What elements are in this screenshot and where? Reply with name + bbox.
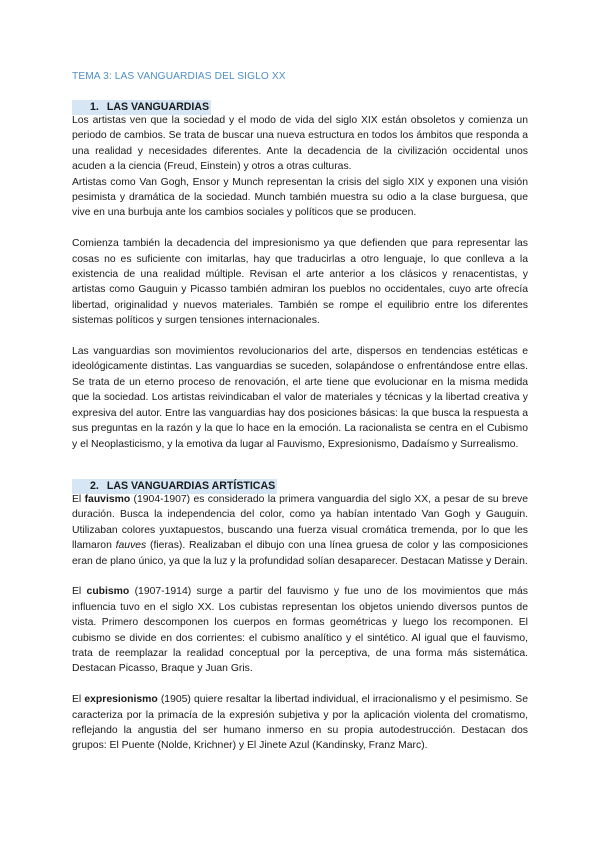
- fauves-term: fauves: [115, 540, 147, 552]
- section-2-number: 2.: [90, 479, 99, 492]
- section-2-heading-row: [72, 477, 528, 492]
- cubismo-term: cubismo: [86, 586, 130, 598]
- cubismo-prefix: El: [72, 586, 87, 598]
- fauvismo-prefix: El: [72, 493, 85, 505]
- fauvismo-text-b: (fieras). Realizaban el dibujo con una línea gruesa de color y las composiciones eran de plano único, ya que la luz y la profundidad solían desaparecer. Destacan Matisse y Derain.: [72, 540, 528, 567]
- section-1-paragraph-2: Artistas como Van Gogh, Ensor y Munch representan la crisis del siglo XIX y exponen una visión pesimista y dramática de la sociedad. Munch también muestra su odio a la clase burguesa, que vive en una burbuja ante los cambios sociales y políticos que se producen.: [72, 176, 528, 219]
- section-2-title: LAS VANGUARDIAS ARTÍSTICAS: [106, 479, 276, 492]
- section-1-number: 1.: [90, 101, 99, 113]
- section-1-title: LAS VANGUARDIAS: [106, 101, 210, 113]
- fauvismo-paragraph: [72, 492, 528, 569]
- section-1-heading-row: [72, 98, 528, 113]
- section-1-paragraph-4: Las vanguardias son movimientos revolucionarios del arte, dispersos en tendencias estéticas e ideológicamente distintas. Las vanguardias se suceden, solapándose o enfrentándose entre ellas. Se trata de un eterno proceso de renovación, el arte tiene que evolucionar en la misma medida que la sociedad. Los artistas reivindicaban el valor de materiales y técnicas y la libertad creativa y expresiva del autor. Entre las vanguardias hay dos posiciones básicas: la que busca la respuesta a sus preguntas en la razón y la que lo hace en la emoción. La racionalista se centra en el Cubismo y el Neoplasticismo, y la emotiva da lugar al Fauvismo, Expresionismo, Dadaísmo y Surrealismo.: [72, 346, 528, 450]
- cubismo-text: (1907-1914) surge a partir del fauvismo y fue uno de los movimientos que más influencia tuvo en el siglo XX. Los cubistas representan los objetos uniendo diversos puntos de vista. Primero descomponen los cuerpos en formas geométricas y luego los recomponen. El cubismo se divide en dos corrientes: el cubismo analítico y el sintético. Al igual que el fauvismo, trata de reemplazar la realidad conceptual por la perceptiva, de una forma más sistemática. Destacan Picasso, Braque y Juan Gris.: [72, 586, 528, 675]
- fauvismo-text-a: (1904-1907) es considerado la primera vanguardia del siglo XX, a pesar de su breve duración. Busca la independencia del color, como ya habían intentado Van Gogh y Gauguin. Utilizaban colores yuxtapuestos, buscando una fuerza visual cromática tremenda, por lo que les llamaron: [72, 493, 528, 552]
- expresionismo-term: expresionismo: [84, 694, 158, 706]
- section-1-paragraph-1: Los artistas ven que la sociedad y el modo de vida del siglo XIX están obsoletos y comienza un periodo de cambios. Se trata de buscar una nueva estructura en todos los ámbitos que responda a una realidad y necesidades diferentes. Ante la decadencia de la civilización occidental unos acuden a la ciencia (Freud, Einstein) y otros a otras culturas.: [72, 115, 528, 173]
- expresionismo-paragraph: [72, 692, 528, 754]
- fauvismo-term: fauvismo: [84, 493, 131, 505]
- cubismo-paragraph: [72, 584, 528, 676]
- document-title: TEMA 3: LAS VANGUARDIAS DEL SIGLO XX: [72, 71, 286, 82]
- document-page: [72, 70, 528, 754]
- expresionismo-text: (1905) quiere resaltar la libertad individual, el irracionalismo y el pesimismo. Se caracteriza por la primacía de la expresión subjetiva y por la aplicación violenta del cromatismo, reflejando la angustia del ser humano inmerso en su propia autodestrucción. Destacan dos grupos: El Puente (Nolde, Krichner) y El Jinete Azul (Kandinsky, Franz Marc).: [72, 694, 528, 752]
- expresionismo-prefix: El: [72, 694, 85, 706]
- section-1-paragraph-3: Comienza también la decadencia del impresionismo ya que defienden que para representar las cosas no es suficiente con imitarlas, hay que traducirlas a otro lenguaje, lo que conlleva a la existencia de una realidad múltiple. Revisan el arte anterior a los clásicos y renacentistas, y artistas como Gauguin y Picasso también admiran los pueblos no occidentales, cuyo arte ofrecía libertad, originalidad y nuevos materiales. También se rompe el equilibrio entre los diferentes sistemas políticos y surgen tensiones internacionales.: [72, 238, 528, 327]
